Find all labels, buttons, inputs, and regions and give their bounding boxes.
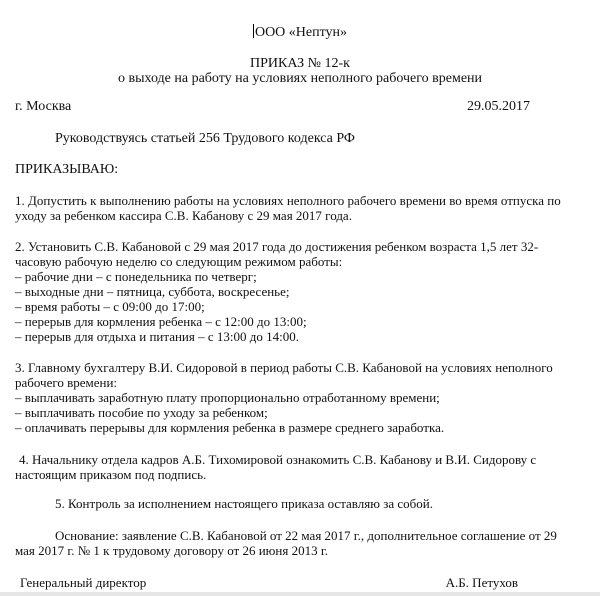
item2-line5: – время работы – с 09:00 до 17:00;	[15, 299, 205, 314]
item4-line2: настоящим приказом под подпись.	[15, 467, 207, 482]
item3-line2: рабочего времени:	[15, 375, 118, 390]
basis-line1: Основание: заявление С.В. Кабановой от 22 мая 2017 г., дополнительное соглашение от 29	[55, 528, 557, 543]
company-name-text: ООО «Нептун»	[254, 25, 348, 40]
item2-line3: – рабочие дни – с понедельника по четверг;	[15, 269, 257, 284]
item1-line2: уходу за ребенком кассира С.В. Кабанову с 29 мая 2017 года.	[15, 208, 352, 223]
text-cursor	[253, 24, 254, 38]
basis-line2: мая 2017 г. № 1 к трудовому договору от 26 июня 2013 г.	[15, 543, 328, 558]
item2-line4: – выходные дни – пятница, суббота, воскресенье;	[15, 284, 290, 299]
item2-line2: часовую рабочую неделю со следующим режимом работы:	[15, 254, 343, 269]
item2-line6: – перерыв для кормления ребенка – с 12:00 до 13:00;	[15, 314, 307, 329]
order-title: ПРИКАЗ № 12-к	[250, 56, 350, 71]
order-word: ПРИКАЗЫВАЮ:	[15, 162, 119, 177]
signature-position: Генеральный директор	[20, 575, 147, 590]
page-bottom-edge	[0, 592, 600, 596]
item3-line5: – оплачивать перерывы для кормления ребенка в размере среднего заработка.	[15, 420, 445, 435]
item2-line1: 2. Установить С.В. Кабановой с 29 мая 2017 года до достижения ребенком возраста 1,5 лет 32-	[15, 239, 539, 254]
item1-line1: 1. Допустить к выполнению работы на условиях неполного рабочего времени во время отпуска по	[15, 193, 561, 208]
order-date: 29.05.2017	[467, 99, 530, 114]
company-name	[0, 24, 600, 41]
item3-line1: 3. Главному бухгалтеру В.И. Сидоровой в период работы С.В. Кабановой на условиях неполного	[15, 360, 553, 375]
item4-line1: 4. Начальнику отдела кадров А.Б. Тихомировой ознакомить С.В. Кабанову и В.И. Сидорову с	[19, 452, 537, 467]
item2-line7: – перерыв для отдыха и питания – с 13:00 до 14:00.	[15, 329, 299, 344]
item3-line3: – выплачивать заработную плату пропорционально отработанному времени;	[15, 390, 440, 405]
order-subject: о выходе на работу на условиях неполного рабочего времени	[117, 71, 483, 86]
signature-name: А.Б. Петухов	[445, 575, 518, 590]
item5: 5. Контроль за исполнением настоящего приказа оставляю за собой.	[55, 496, 433, 511]
basis-intro: Руководствуясь статьей 256 Трудового кодекса РФ	[55, 131, 355, 146]
item3-line4: – выплачивать пособие по уходу за ребенком;	[15, 405, 268, 420]
city: г. Москва	[15, 99, 72, 114]
